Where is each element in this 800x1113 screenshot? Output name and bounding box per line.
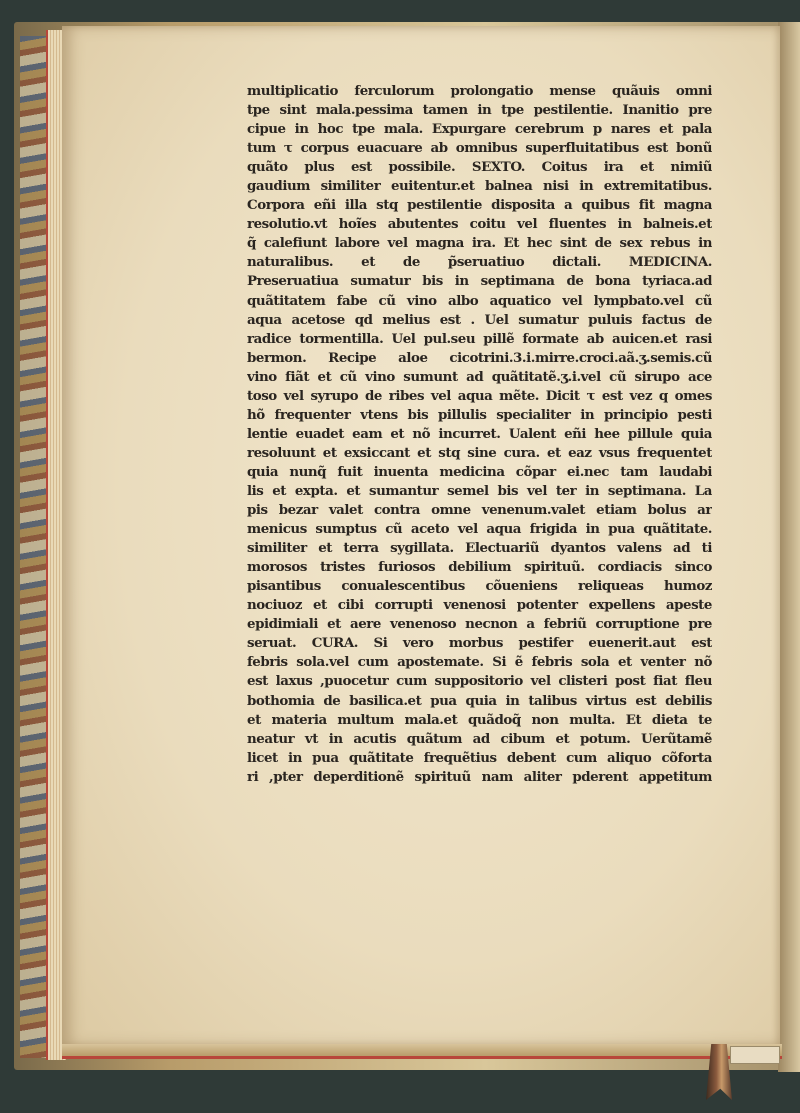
text-line: Preseruatiua sumatur bis in septimana de bona tyriaca.ad [247, 273, 712, 290]
text-line: hõ frequenter vtens bis pillulis specialiter in principio pesti [247, 406, 712, 423]
text-line: febris sola.vel cum apostemate. Si ẽ febris sola et venter nõ [247, 654, 712, 671]
text-line: similiter et terra sygillata. Electuariũ dyantos valens ad ti [247, 540, 712, 557]
text-line: tum τ corpus euacuare ab omnibus superfluitatibus est bonũ [247, 140, 712, 157]
text-line: bothomia de basilica.et pua quia in talibus virtus est debilis [247, 692, 712, 709]
text-line: morosos tristes furiosos debilium spirituũ. cordiacis sinco [247, 559, 712, 576]
text-line: q̃ calefiunt labore vel magna ira. Et hec sint de sex rebus in [247, 235, 712, 252]
text-line: vino fiãt et cũ vino sumunt ad quãtitatẽ.ʒ.i.vel cũ sirupo ace [247, 368, 712, 385]
text-block [247, 82, 712, 787]
text-line: quãto plus est possibile. SEXTO. Coitus ira et nimiũ [247, 159, 712, 176]
text-line: aqua acetose qd melius est . Uel sumatur puluis factus de [247, 311, 712, 328]
text-line: nociuoz et cibi corrupti venenosi potenter expellens apeste [247, 597, 712, 614]
text-line: seruat. CURA. Si vero morbus pestifer euenerit.aut est [247, 635, 712, 652]
text-line: neatur vt in acutis quãtum ad cibum et potum. Uerũtamẽ [247, 730, 712, 747]
page-bottom-edge [62, 1044, 782, 1059]
text-line: resoluunt et exsiccant et stq sine cura. et eaz vsus frequentet [247, 444, 712, 461]
text-line: ri ,pter deperditionẽ spirituũ nam aliter pderent appetitum [247, 768, 712, 785]
text-line: menicus sumptus cũ aceto vel aqua frigida in pua quãtitate. [247, 521, 712, 538]
text-line: epidimiali et aere venenoso necnon a febriũ corruptione pre [247, 616, 712, 633]
text-line: tpe sint mala.pessima tamen in tpe pestilentie. Inanitio pre [247, 102, 712, 119]
text-line: licet in pua quãtitate frequẽtius debent cum aliquo cõforta [247, 749, 712, 766]
text-line: radice tormentilla. Uel pul.seu pillẽ formate ab auicen.et rasi [247, 330, 712, 347]
text-line: lis et expta. et sumantur semel bis vel ter in septimana. La [247, 482, 712, 499]
text-line: naturalibus. et de p̃seruatiuo dictali. MEDICINA. [247, 254, 712, 271]
text-line: Corpora eñi illa stq pestilentie disposita a quibus fit magna [247, 197, 712, 214]
paper-bookmark [730, 1046, 780, 1064]
text-line: gaudium similiter euitentur.et balnea nisi in extremitatibus. [247, 178, 712, 195]
text-line: quia nunq̃ fuit inuenta medicina cõpar ei.nec tam laudabi [247, 463, 712, 480]
text-line: est laxus ,puocetur cum suppositorio vel clisteri post fiat fleu [247, 673, 712, 690]
text-line: multiplicatio ferculorum prolongatio mense quãuis omni [247, 83, 712, 99]
text-line: resolutio.vt hoĩes abutentes coitu vel fluentes in balneis.et [247, 216, 712, 233]
text-line: et materia multum mala.et quãdoq̃ non multa. Et dieta te [247, 711, 712, 728]
text-line: cipue in hoc tpe mala. Expurgare cerebrum p nares et pala [247, 121, 712, 138]
text-line: bermon. Recipe aloe cicotrini.3.i.mirre.croci.aã.ʒ.semis.cũ [247, 349, 712, 366]
text-line: pis bezar valet contra omne venenum.valet etiam bolus ar [247, 502, 712, 519]
marbled-endpaper [20, 36, 48, 1058]
text-line: pisantibus conualescentibus cõueniens reliqueas humoz [247, 578, 712, 595]
text-line: quãtitatem fabe cũ vino albo aquatico vel lympbato.vel cũ [247, 292, 712, 309]
text-line: lentie euadet eam et nõ incurret. Ualent eñi hee pillule quia [247, 425, 712, 442]
book-cover-right-edge [778, 22, 800, 1072]
text-line: toso vel syrupo de ribes vel aqua mẽte. Dicit τ est vez q omes [247, 387, 712, 404]
